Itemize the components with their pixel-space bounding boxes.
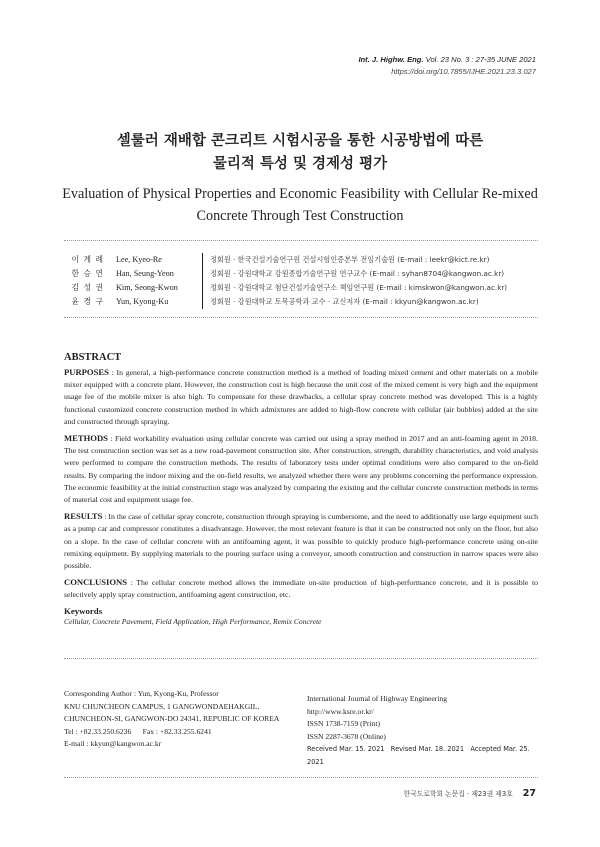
author-row [64,253,538,267]
author-name-korean: 김 성 권 [71,283,104,292]
purposes-paragraph [64,366,538,428]
conclusions-label: CONCLUSIONS [64,577,128,588]
phone-fax-line: Tel : +82.33.250.6236 Fax : +82.33.255.6241 [64,726,212,736]
purposes-label: PURPOSES [64,367,109,377]
author-list [64,253,538,309]
address-line-2: CHUNCHEON-SI, GANGWON-DO 24341, REPUBLIC OF KOREA [64,714,280,723]
address-line-1: KNU CHUNCHEON CAMPUS, 1 GANGWONDAEHAKGIL, [64,701,260,711]
received-date: Mar. 15. 2021 [339,745,385,753]
author-affiliation: 정회원 · 한국건설기술연구원 건설시험인증본부 전임기술원 (E-mail : leekr@kict.re.kr) [202,253,489,267]
methods-paragraph [64,432,538,506]
journal-abbrev: Int. J. Highw. Eng. [358,55,424,64]
dates-line [307,743,547,768]
methods-label: METHODS [64,433,108,444]
author-row [64,281,538,295]
page-number: 27 [522,788,536,799]
english-title-line-1: Evaluation of Physical Properties and Economic Feasibility with Cellular Re-mixed [62,186,538,202]
author-name-english: Han, Seung-Yeon [116,269,174,278]
korean-title [0,130,600,176]
divider-authors [64,317,538,318]
journal-url[interactable]: http://www.ksre.or.kr/ [307,706,374,716]
corresponding-author-line: Corresponding Author : Yun, Kyong-Ku, Professor [64,689,219,698]
author-name-english: Yun, Kyong-Ku [116,297,169,306]
abstract-heading: ABSTRACT [64,352,122,363]
doi-link[interactable]: https://doi.org/10.7855/IJHE.2021.23.3.027 [391,67,536,76]
issn-online: ISSN 2287-3678 (Online) [307,731,386,741]
results-text: : In the case of cellular spray concrete, construction through spraying is cumbersome, and the need to additionally use large equipment such as a pump car and compressor constitutes a disadvantage. However, the most relevant feature is that it can be constructed not only on the floor, but also on a slope. In the case of cellular concrete with an antifoaming agent, it was possible to quickly produce high-performance concrete using on-site remixing equipment. By supplying materials to the pouring surface using a conveyor, smooth construction and construction in narrow spaces were also possible. [64,512,538,571]
conclusions-paragraph [64,576,538,601]
divider-top [64,240,538,241]
korean-title-line-1: 셀룰러 재배합 콘크리트 시험시공을 통한 시공방법에 따른 [116,133,484,149]
author-name-korean: 윤 경 구 [71,297,104,306]
received-label: Received [307,745,337,753]
purposes-text: : In general, a high-performance concrete construction method is a method of loading mixed cement and other materials on a mobile mixer equipped with a concrete plant. However, the construction cost is high because the unit cost of the mixed cement is very high and the equipment usage fee of the mobile mixer is also high. To compensate for these drawbacks, a cellular spray concrete method was developed. This is a highly functional customized concrete construction method in which admixtures are added to high-flow concrete with cellular (air bubbles) added at the site and constructed through spraying. [64,368,538,426]
publication-info-block [307,693,547,768]
author-affiliation: 정회원 · 강원대학교 토목공학과 교수 · 교신저자 (E-mail : kkyun@kangwon.ac.kr) [202,295,479,309]
keywords-list: Cellular, Concrete Pavement, Field Application, High Performance, Remix Concrete [64,616,322,626]
corresponding-author-block [64,688,299,751]
results-paragraph [64,510,538,572]
keywords-heading: Keywords [64,605,103,616]
abstract-section [64,352,538,628]
divider-footer [64,777,538,778]
revised-label: Revised [390,745,417,753]
journal-full-name: International Journal of Highway Engineering [307,694,448,703]
english-title [0,183,600,227]
author-row [64,295,538,309]
volume-info: Vol. 23 No. 3 : 27-35 JUNE 2021 [425,55,536,64]
author-name-english: Lee, Kyeo-Re [116,255,162,264]
journal-header [358,54,536,78]
revised-date: Mar. 18. 2021 [418,745,465,753]
author-affiliation: 정회원 · 강원대학교 첨단건설기술연구소 책임연구원 (E-mail : kimskwon@kangwon.ac.kr) [202,281,507,295]
issn-print: ISSN 1738-7159 (Print) [307,719,380,728]
results-label: RESULTS [64,511,103,522]
author-name-korean: 한 승 연 [71,269,104,278]
author-affiliation: 정회원 · 강원대학교 강원종합기술연구원 연구교수 (E-mail : syhan8704@kangwon.ac.kr) [202,267,504,281]
email-line[interactable]: E-mail : kkyun@kangwon.ac.kr [64,739,162,748]
korean-title-line-2: 물리적 특성 및 경제성 평가 [212,156,388,172]
accepted-label: Accepted [470,745,502,753]
accepted-date: Mar. 25. 2021 [307,745,530,766]
author-name-korean: 이 계 례 [71,255,104,264]
author-name-english: Kim, Seong-Kwon [116,283,178,292]
english-title-line-2: Concrete Through Test Construction [196,208,404,224]
divider-bottom [64,658,538,659]
author-row [64,267,538,281]
page-footer [404,788,536,799]
conclusions-text: : The cellular concrete method allows the immediate on-site production of high-performance concrete, and it is possible to selectively apply spray construction, antifoaming agent construction, etc. [64,578,538,600]
methods-text: : Field workability evaluation using cellular concrete was carried out using a spray method in 2017 and an anti-foaming agent in 2018. The test construction section was set as a new road-pavement construction site. After construction, strength, durability characteristics, and void analysis were performed to compare the construction methods. The results of laboratory tests under optimal conditions were also compared to the on-field results. By comparing the indoor mixing and the on-field results, we analyzed whether there were any problems concerning the performance expression. The economic feasibility at the initial construction stage was analyzed by comparing the existing and the cellular concrete construction methods in terms of material cost and equipment usage fee. [64,434,538,505]
footer-journal-korean: 한국도로학회 논문집 · 제23권 제3호 [403,790,513,798]
